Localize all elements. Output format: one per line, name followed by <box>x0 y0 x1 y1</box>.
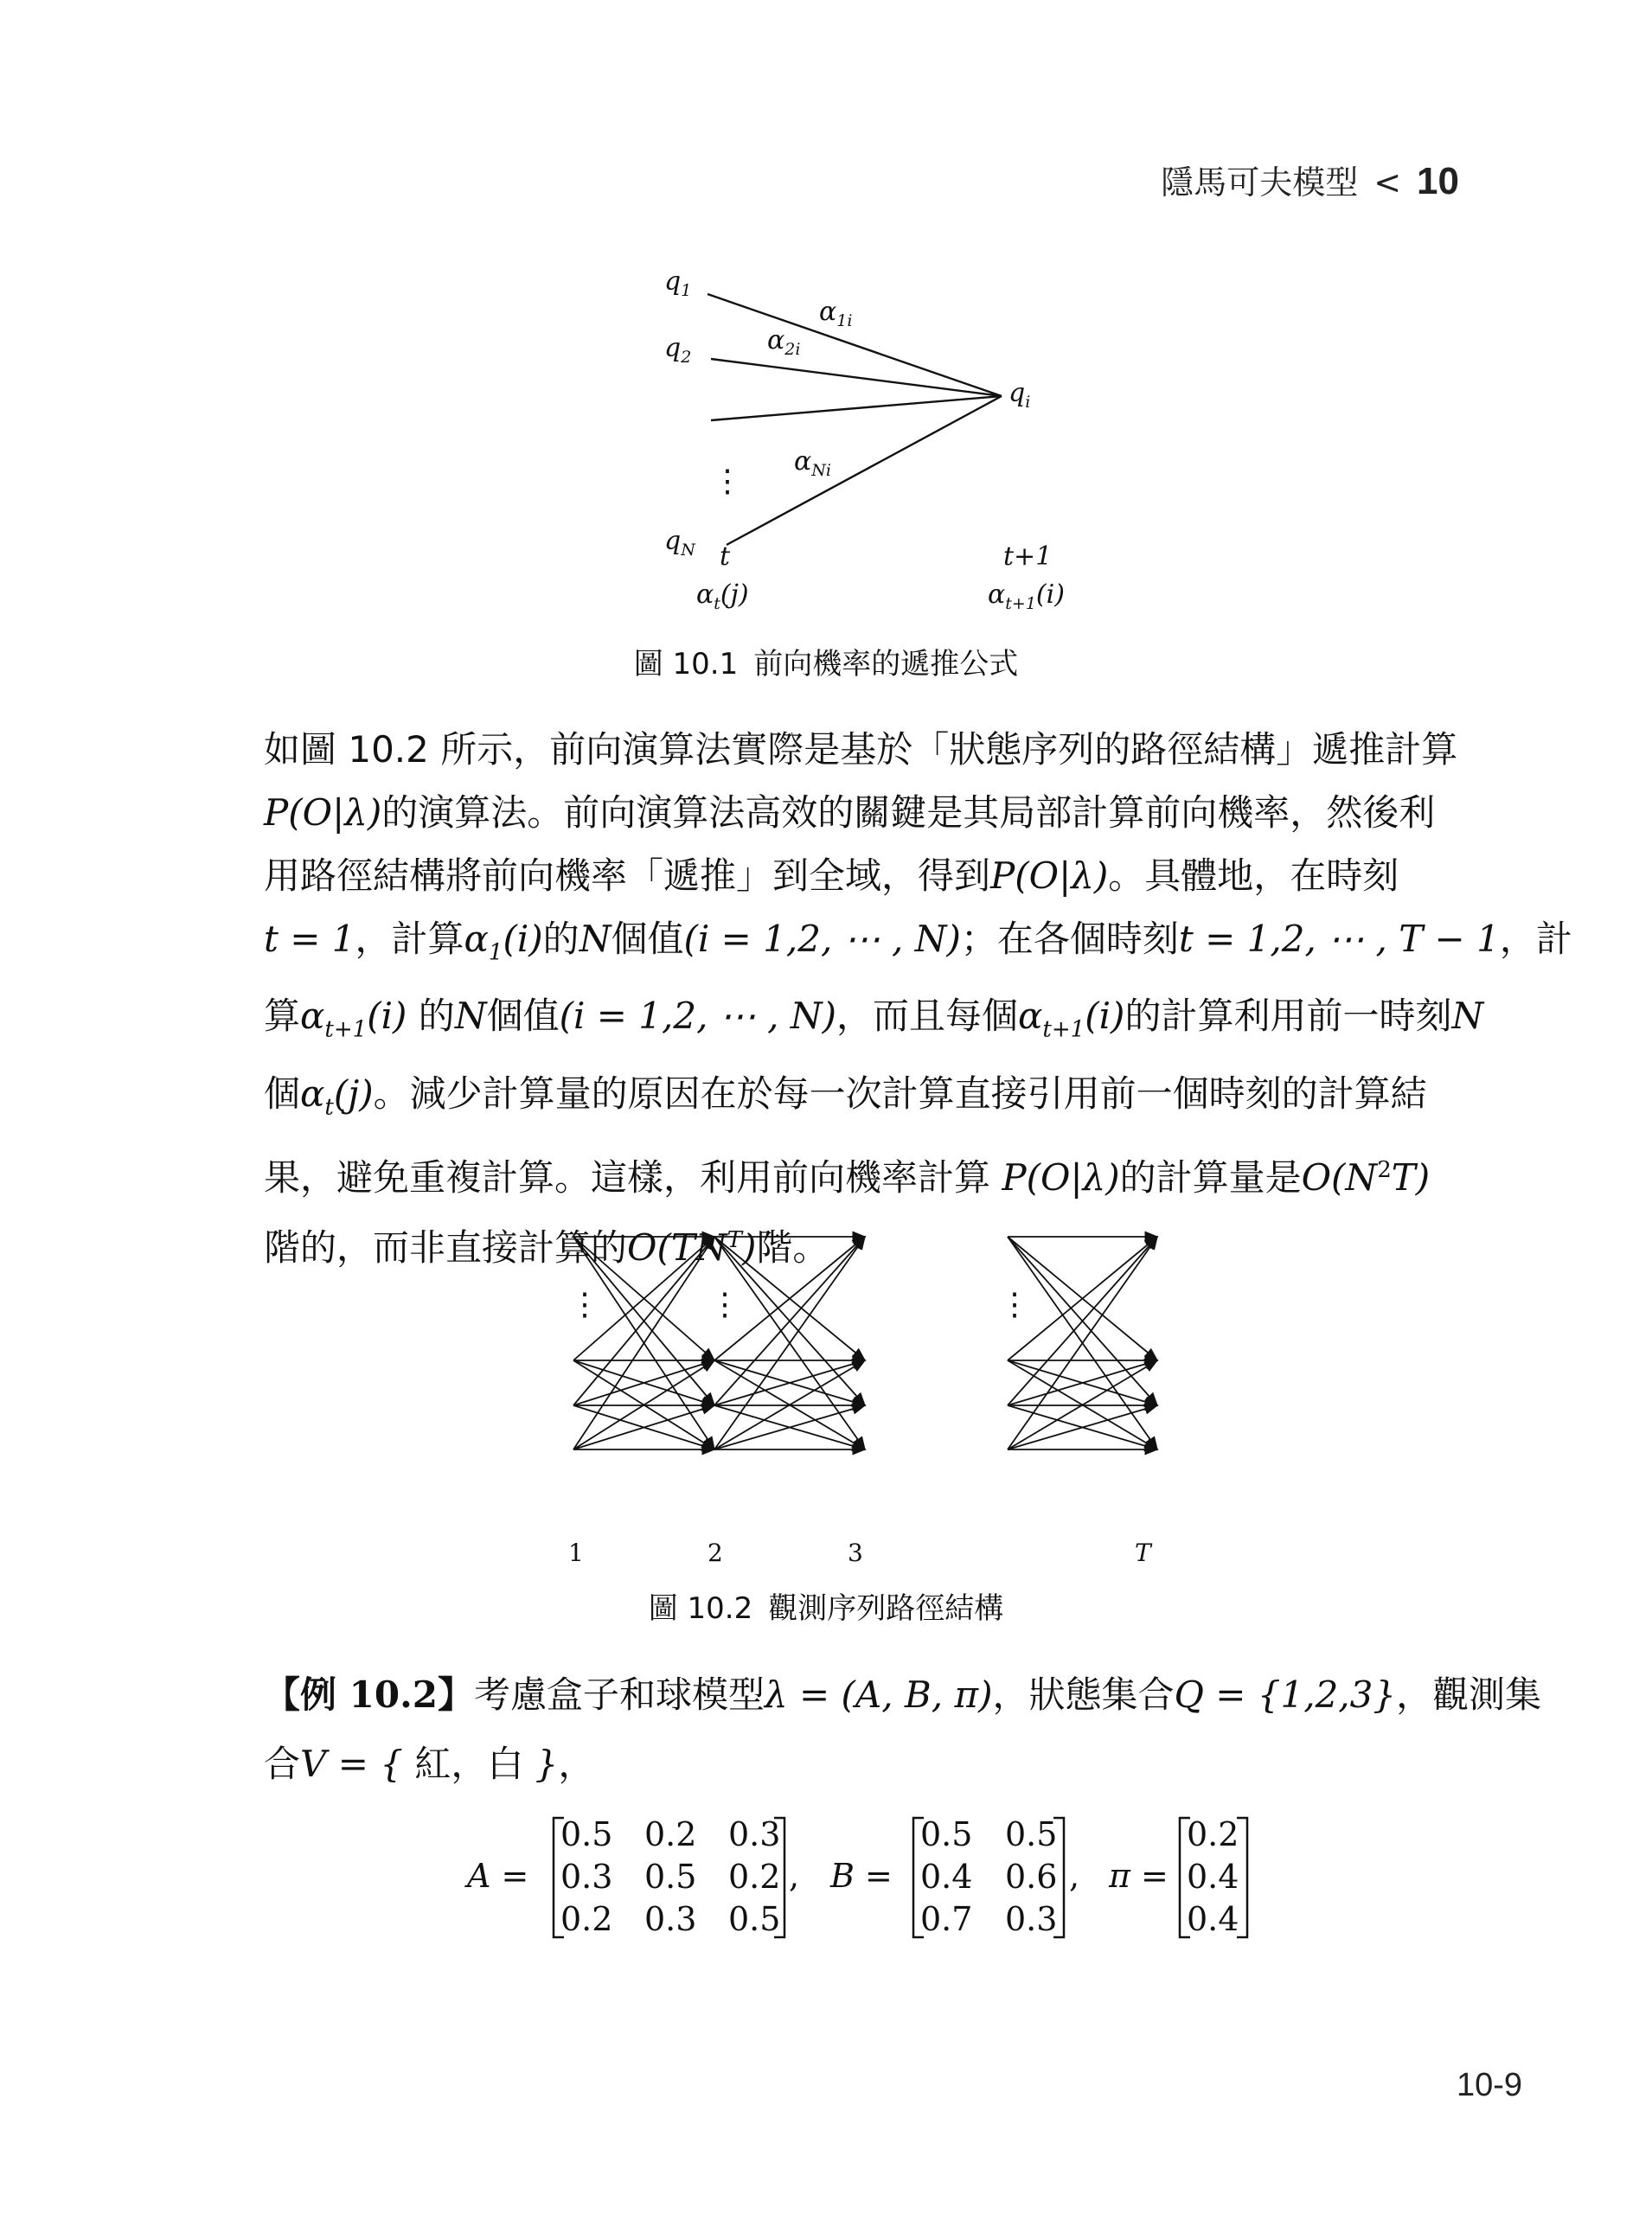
matrix-pi-label: π = <box>1109 1857 1169 1895</box>
paragraph-line: 算$\alpha_{t+1}(i)$ 的N個值(i = 1,2, ⋯ , N)，而且每個$\alpha_{t+1}(i)$的計算利用前一時刻N <box>264 995 1484 1043</box>
caption-text: 觀測序列路徑結構 <box>768 1591 1004 1626</box>
figure-10-2-caption <box>0 1584 1652 1627</box>
matrix-cell: 0.5 <box>920 1815 973 1853</box>
paragraph-line: P(O|λ)的演算法。前向演算法高效的關鍵是其局部計算前向機率，然後利 <box>264 791 1436 834</box>
converging-lines <box>708 294 1002 545</box>
matrix-cell: 0.5 <box>728 1900 781 1938</box>
matrix-cell: 0.3 <box>560 1858 613 1896</box>
vdots-icon: ⋮ <box>712 464 743 499</box>
vdots-icon: ⋮ <box>569 1287 600 1322</box>
matrix-cell: 0.5 <box>644 1858 697 1896</box>
figure-10-1-caption <box>0 640 1652 682</box>
matrix-A-label: A = <box>467 1857 529 1895</box>
label-alpha-t-j: $\alpha_t(j)$ <box>696 579 749 613</box>
paragraph-line: 果，避免重複計算。這樣，利用前向機率計算 P(O|λ)的計算量是$O(N^2T)$ <box>264 1156 1431 1200</box>
label-qN: $q_N$ <box>664 526 695 560</box>
body-paragraph <box>264 718 1572 1279</box>
header-separator: < <box>1373 163 1402 202</box>
axis-label-3: 3 <box>848 1539 863 1567</box>
page-number: 10-9 <box>1456 2067 1522 2103</box>
figure-10-2 <box>0 1211 1652 1574</box>
axis-label-2: 2 <box>708 1539 723 1567</box>
label-alpha-Ni: $\alpha_{Ni}$ <box>794 446 831 480</box>
paragraph-line: 用路徑結構將前向機率「遞推」到全域，得到P(O|λ)。具體地，在時刻 <box>264 854 1399 897</box>
label-alpha-t1-i: $\alpha_{t+1}(i)$ <box>988 579 1065 613</box>
vdots-icon: ⋮ <box>709 1287 740 1322</box>
label-q2: $q_2$ <box>664 333 692 367</box>
caption-number: 圖 10.1 <box>633 647 739 681</box>
axis-label-1: 1 <box>568 1539 584 1567</box>
comma: , <box>1069 1857 1080 1895</box>
paragraph-line: 階的，而非直接計算的$O(TN^T)$階。 <box>264 1226 829 1270</box>
paragraph-line: 如圖 10.2 所示，前向演算法實際是基於「狀態序列的路徑結構」遞推計算 <box>264 728 1458 771</box>
matrix-cell: 0.5 <box>560 1815 613 1853</box>
matrix-cell: 0.6 <box>1005 1858 1058 1896</box>
example-10-2 <box>264 1660 1541 1799</box>
matrix-cell: 0.2 <box>1187 1815 1239 1853</box>
matrix-cell: 0.2 <box>560 1900 613 1938</box>
chapter-title: 隱馬可夫模型 <box>1161 163 1359 202</box>
vdots-icon: ⋮ <box>999 1287 1030 1322</box>
matrix-B-label: B = <box>830 1857 893 1895</box>
matrix-A <box>560 1815 780 1938</box>
matrix-cell: 0.2 <box>728 1858 781 1896</box>
matrix-cell: 0.2 <box>644 1815 697 1853</box>
matrix-pi <box>1187 1815 1239 1938</box>
example-line: 合V = { 紅，白 }， <box>264 1743 595 1785</box>
axis-label-T: T <box>1135 1539 1151 1567</box>
running-header <box>1161 156 1459 203</box>
label-alpha-1i: $\alpha_{1i}$ <box>819 297 853 330</box>
matrix-cell: 0.4 <box>1187 1858 1239 1896</box>
matrix-cell: 0.4 <box>920 1858 973 1896</box>
matrix-equations <box>0 1799 1652 1963</box>
matrix-cell: 0.3 <box>728 1815 781 1853</box>
label-t: t <box>720 541 731 572</box>
label-alpha-2i: $\alpha_{2i}$ <box>767 325 801 359</box>
path-lattice <box>573 1237 1157 1449</box>
label-q1: $q_1$ <box>664 266 692 300</box>
caption-number: 圖 10.2 <box>648 1591 753 1626</box>
matrix-cell: 0.3 <box>644 1900 697 1938</box>
paragraph-line: t = 1，計算$\alpha_1(i)$的N個值(i = 1,2, ⋯ , N)；在各個時刻t = 1,2, ⋯ , T − 1，計 <box>264 918 1572 966</box>
matrix-cell: 0.7 <box>920 1900 973 1938</box>
paragraph-line: 個$\alpha_t(j)$。減少計算量的原因在於每一次計算直接引用前一個時刻的計算結 <box>264 1072 1427 1121</box>
label-qi: $q_i$ <box>1008 378 1031 412</box>
comma: , <box>789 1857 800 1895</box>
chapter-number: 10 <box>1417 160 1459 202</box>
matrix-cell: 0.4 <box>1187 1900 1239 1938</box>
caption-text: 前向機率的遞推公式 <box>753 647 1019 681</box>
label-t-plus-1: t+1 <box>1003 541 1053 572</box>
matrix-B <box>920 1815 1057 1938</box>
example-line: 【例 10.2】考慮盒子和球模型λ = (A, B, π)，狀態集合Q = {1,2,3}，觀測集 <box>264 1673 1542 1716</box>
matrix-cell: 0.3 <box>1005 1900 1058 1938</box>
example-tag: 【例 10.2】 <box>264 1673 474 1716</box>
matrix-cell: 0.5 <box>1005 1815 1058 1853</box>
